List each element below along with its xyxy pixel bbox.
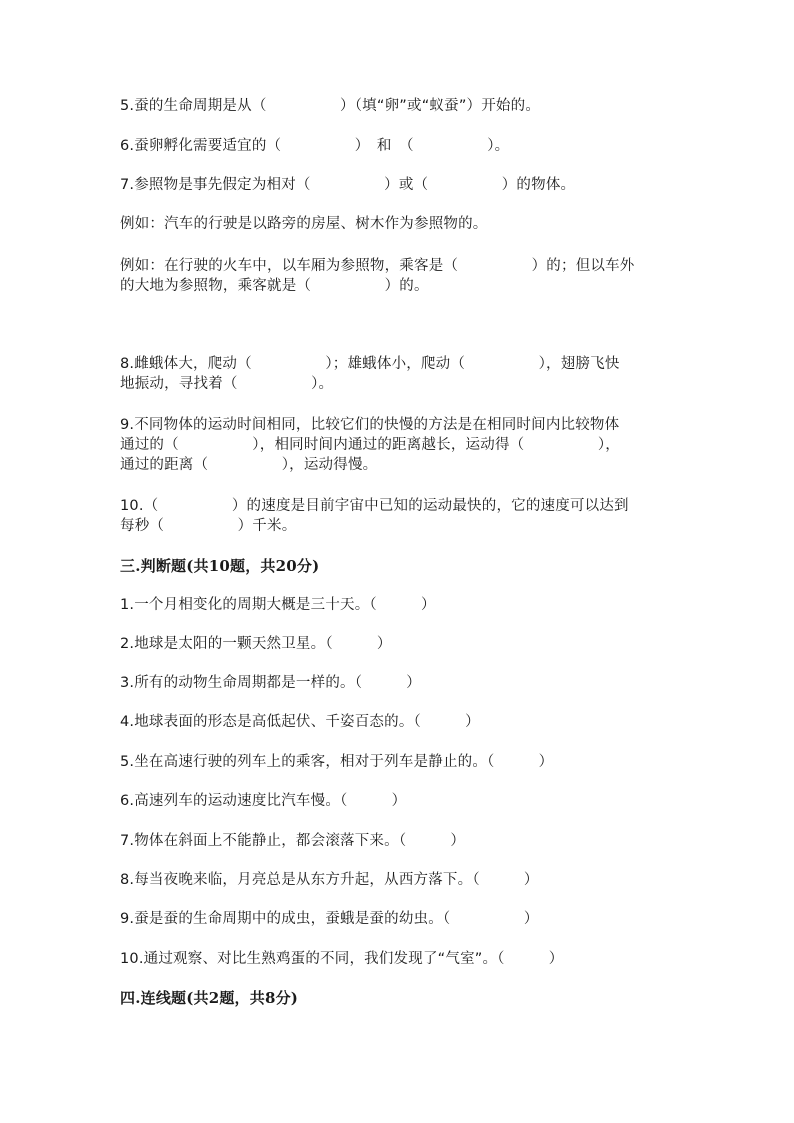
section-4-title: 四.连线题(共2题，共8分) [120,989,299,1007]
judge-item-1: 1.一个月相变化的周期大概是三十天。（ ） [120,597,436,613]
judge-item-6: 6.高速列车的运动速度比汽车慢。（ ） [120,793,407,809]
fill-question-9a: 9.不同物体的运动时间相同，比较它们的快慢的方法是在相同时间内比较物体 [120,417,620,433]
fill-question-9c: 通过的距离（ ），运动得慢。 [120,457,378,473]
judge-item-3: 3.所有的动物生命周期都是一样的。（ ） [120,675,421,691]
fill-question-9b: 通过的（ ），相同时间内通过的距离越长，运动得（ ）， [120,437,620,453]
judge-item-4: 4.地球表面的形态是高低起伏、千姿百态的。（ ） [120,714,480,730]
fill-question-10b: 每秒（ ）千米。 [120,518,297,534]
fill-question-6: 6.蚕卵孵化需要适宜的（ ） 和 （ ）。 [120,138,510,154]
judge-item-9: 9.蚕是蚕的生命周期中的成虫，蚕蛾是蚕的幼虫。（ ） [120,911,539,927]
judge-item-5: 5.坐在高速行驶的列车上的乘客，相对于列车是静止的。（ ） [120,754,554,770]
fill-question-10a: 10.（ ）的速度是目前宇宙中已知的运动最快的，它的速度可以达到 [120,498,629,514]
example-line-2a: 例如：在行驶的火车中，以车厢为参照物，乘客是（ ）的；但以车外 [120,258,635,274]
fill-question-8b: 地振动，寻找着（ ）。 [120,376,334,392]
fill-question-5: 5.蚕的生命周期是从（ ）（填“卵”或“蚁蚕”）开始的。 [120,98,541,114]
fill-question-7: 7.参照物是事先假定为相对（ ）或（ ）的物体。 [120,177,576,193]
section-3-title: 三.判断题(共10题，共20分) [120,557,320,575]
example-line-1: 例如：汽车的行驶是以路旁的房屋、树木作为参照物的。 [120,216,488,232]
judge-item-8: 8.每当夜晚来临，月亮总是从东方升起，从西方落下。（ ） [120,872,539,888]
judge-item-7: 7.物体在斜面上不能静止，都会滚落下来。（ ） [120,833,466,849]
example-line-2b: 的大地为参照物，乘客就是（ ）的。 [120,278,429,294]
judge-item-10: 10.通过观察、对比生熟鸡蛋的不同，我们发现了“气室”。（ ） [120,951,564,967]
judge-item-2: 2.地球是太阳的一颗天然卫星。（ ） [120,636,392,652]
fill-question-8a: 8.雌蛾体大，爬动（ ）；雄蛾体小，爬动（ ），翅膀飞快 [120,356,620,372]
